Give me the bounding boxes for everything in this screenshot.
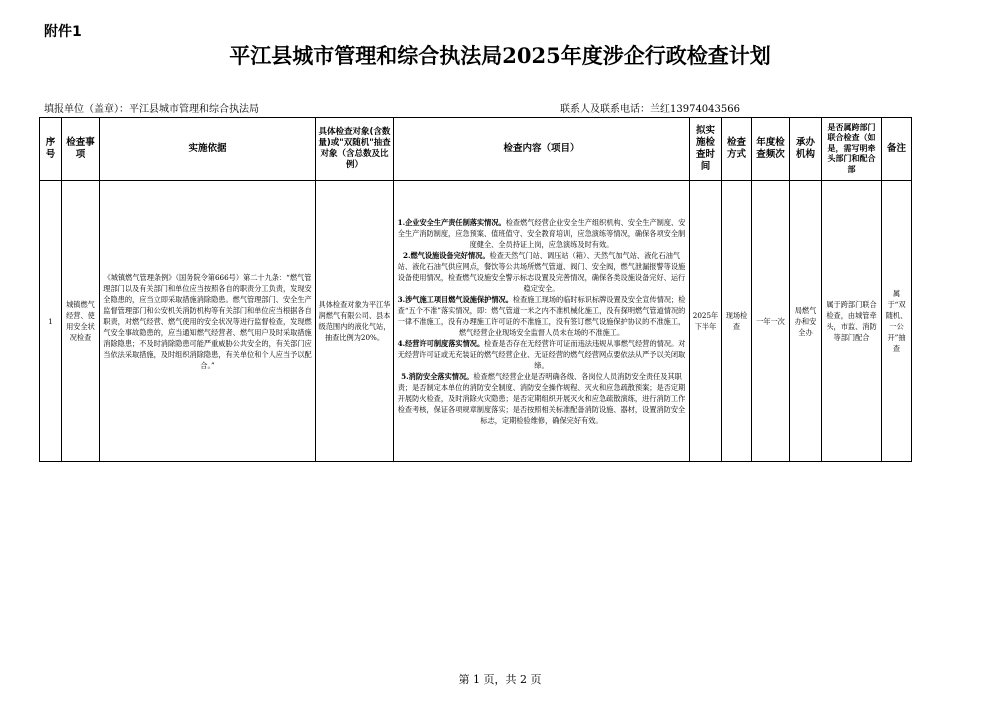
row-seq: 1 — [40, 181, 62, 462]
header-method: 检查方式 — [722, 118, 752, 181]
content-item — [396, 338, 687, 371]
content-item-head: 1.企业安全生产责任制落实情况。 — [397, 217, 506, 227]
header-item: 检查事项 — [62, 118, 100, 181]
content-item-body: 检查天然气门站、调压站（箱）、天然气加气站、液化石油气站、液化石油气供应网点，餐饮等公共场所燃气管道、阀门、安全阀，燃气泄漏报警等设施设备使用情况，检查燃气设施安全警示标志设置及完善情况，确保各类设施设备完好、运行稳定安全。 — [397, 250, 686, 293]
header-seq: 序号 — [40, 118, 62, 181]
inspection-plan-table — [39, 117, 912, 462]
content-item-head: 3.涉气施工项目燃气设施保护情况。 — [397, 294, 513, 304]
content-item-body: 检查是否存在无经营许可证而违法违规从事燃气经营的情况。对无经营许可证或无充装证的燃气经营企业、无证经营的燃气经营网点要依法从严予以关闭取缔。 — [397, 338, 686, 370]
row-joint: 属于跨部门联合检查，由城管牵头，市监、消防等部门配合 — [822, 181, 882, 462]
header-content: 检查内容（项目） — [394, 118, 690, 181]
page-title: 平江县城市管理和综合执法局2025年度涉企行政检查计划 — [229, 43, 771, 68]
row-org: 局燃气办和安全办 — [790, 181, 822, 462]
content-item — [396, 371, 687, 426]
row-frequency: 一年一次 — [752, 181, 790, 462]
header-frequency: 年度检查频次 — [752, 118, 790, 181]
contact-info: 联系人及联系电话：兰红13974043566 — [560, 104, 740, 115]
content-item-head: 5.消防安全落实情况。 — [401, 371, 474, 381]
header-scope: 具体检查对象(含数量)或"双随机"抽查对象（含总数及比例） — [316, 118, 394, 181]
filler-unit: 填报单位（盖章）：平江县城市管理和综合执法局 — [44, 104, 259, 115]
content-item-body: 检查燃气经营企业安全生产组织机构、安全生产制度、安全生产消防制度，应急预案、值班值守、安全教育培训，应急演练等情况，确保各项安全制度健全、全员持证上岗，应急演练及时有效。 — [397, 217, 686, 249]
row-time: 2025年下半年 — [690, 181, 722, 462]
content-item — [396, 294, 687, 338]
row-item: 城镇燃气经营、使用安全状况检查 — [62, 181, 100, 462]
page-footer: 第 1 页，共 2 页 — [458, 673, 542, 686]
header-joint: 是否属跨部门联合检查（如是，需写明牵头部门和配合部 — [822, 118, 882, 181]
header-time: 拟实施检查时间 — [690, 118, 722, 181]
content-item — [396, 217, 687, 250]
content-item-head: 4.经营许可制度落实情况。 — [397, 338, 485, 348]
row-method: 现场检查 — [722, 181, 752, 462]
row-content — [394, 181, 690, 462]
content-item — [396, 250, 687, 294]
row-scope: 具体检查对象为平江华润燃气有限公司、县本级范围内的液化气站，抽查比例为20%。 — [316, 181, 394, 462]
row-remark: 属于“双随机、一公开”抽查 — [882, 181, 912, 462]
attachment-label: 附件1 — [44, 24, 82, 40]
table-row — [40, 181, 912, 462]
content-item-head: 2.燃气设施设备完好情况。 — [402, 250, 490, 260]
header-remark: 备注 — [882, 118, 912, 181]
header-basis: 实施依据 — [100, 118, 316, 181]
content-item-body: 检查燃气经营企业是否明确各级、各岗位人员消防安全责任及其职责；是否制定本单位的消防安全制度、消防安全操作规程、灭火和应急疏散预案；是否定期开展防火检查，及时消除火灾隐患；是否定期组织开展灭火和应急疏散演练，进行消防工作检查考核，保证各项规章制度落实；是否按照相关标准配备消防设施、器材，设置消防安全标志，定期检验维修，确保完好有效。 — [397, 371, 686, 425]
content-item-body: 检查施工现场的临时标识标牌设置及安全宣传情况；检查“五个不准”落实情况，即：燃气管道一米之内不准机械化施工，没有探明燃气管道情况的一律不准施工，没有办理施工许可证的不准施工，没有签订燃气设施保护协议的不准施工，燃气经营企业现场安全监督人员未在场的不准施工。 — [397, 294, 686, 337]
header-org: 承办机构 — [790, 118, 822, 181]
row-basis: 《城镇燃气管理条例》（国务院令第666号）第二十九条：“燃气管理部门以及有关部门和单位应当按照各自的职责分工负责，发现安全隐患的，应当立即采取措施消除隐患。燃气管理部门、安全生产监督管理部门和公安机关消防机构等有关部门和单位应当根据各自职责，对燃气经营、燃气使用的安全状况等进行监督检查，发现燃气安全事故隐患的，应当通知燃气经营者、燃气用户及时采取措施消除隐患；不及时消除隐患可能严重威胁公共安全的，有关部门应当依法采取措施，及时组织消除隐患，有关单位和个人应当予以配合。” — [100, 181, 316, 462]
